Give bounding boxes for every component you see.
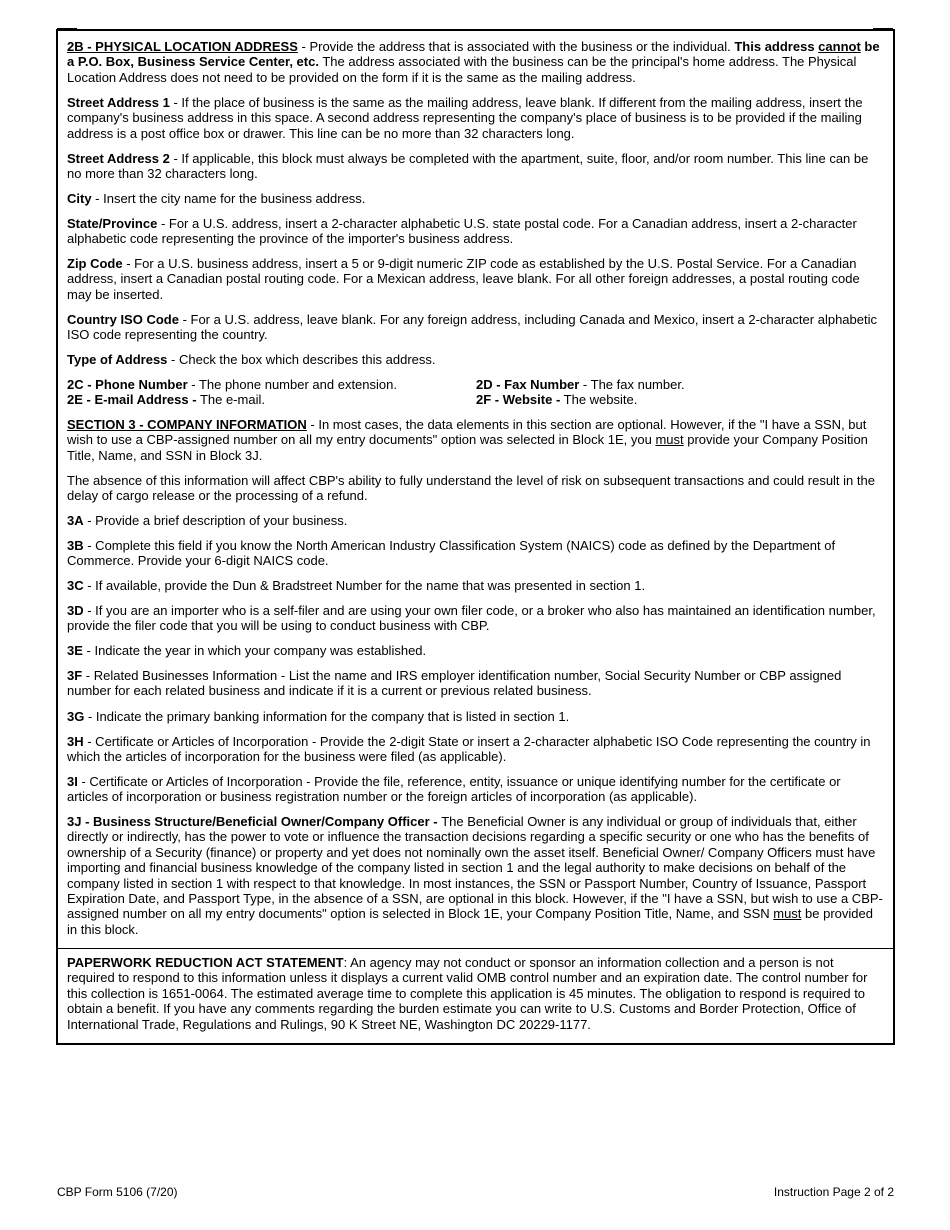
block-2b-label: 2B - PHYSICAL LOCATION ADDRESS — [67, 39, 298, 54]
block-3a: 3A - Provide a brief description of your business. — [67, 513, 348, 528]
city: City - Insert the city name for the business address. — [67, 191, 366, 206]
section-3-company-information: SECTION 3 - COMPANY INFORMATION - In most cases, the data elements in this section are optional. However, if the "I have a SSN, but wish to use a CBP-assigned number on all my entry documents" option was selected in Block 1E, you must provide your Company Position Title, Name, and SSN in Block 3J. — [67, 417, 868, 463]
state-province: State/Province - For a U.S. address, insert a 2-character alphabetic U.S. state postal code. For a Canadian address, insert a 2-character alphabetic code representing the province of the importer's business address. — [67, 216, 857, 247]
block-2b: 2B - PHYSICAL LOCATION ADDRESS - Provide the address that is associated with the business or the individual. This address cannot be a P.O. Box, Business Service Center, etc. The address associated with the business can be the principal's home address. The Physical Location Address does not need to be provided on the form if it is the same as the mailing address. — [67, 39, 880, 85]
block-3j: 3J - Business Structure/Beneficial Owner/Company Officer - The Beneficial Owner is any individual or group of individuals that, either directly or indirectly, has the power to vote or influence the transaction decisions regarding a specific security or one who has the benefits of ownership of a Security (finance) or property and yet does not nominally own the asset itself. Beneficial Owner/ Company Officers must have importing and financial business knowledge of the company listed in section 1 and the legal authority to make decisions on behalf of the company listed in section 1 with respect to that knowledge. In most instances, the SSN or Passport Number, Country of Issuance, Passport Expiration Date, and Passport Type, in the absence of a SSN, are optional in this block. However, if the "I have a SSN, but wish to use a CBP-assigned number on all my entry documents" option is selected in Block 1E, your Company Position Title, Name, and SSN must be provided in this block. — [67, 814, 883, 937]
paperwork-reduction-act-statement: PAPERWORK REDUCTION ACT STATEMENT: An agency may not conduct or sponsor an information collection and a person is not required to respond to this information unless it displays a current valid OMB control number and an expiration date. The control number for this collection is 1651-0064. The estimated average time to complete this application is 45 minutes. The obligation to respond is required to obtain a benefit. If you have any comments regarding the burden estimate you can write to U.S. Customs and Border Protection, Office of International Trade, Regulations and Rulings, 90 K Street NE, Washington DC 20229-1177. — [67, 955, 868, 1032]
country-iso-code: Country ISO Code - For a U.S. address, leave blank. For any foreign address, including Canada and Mexico, insert a 2-character alphabetic ISO code representing the country. — [67, 312, 877, 343]
absence-statement: The absence of this information will affect CBP's ability to fully understand the level of risk on subsequent transactions and could result in the delay of cargo release or the processing of a refund. — [67, 473, 875, 504]
block-3d: 3D - If you are an importer who is a self-filer and are using your own filer code, or a broker who also has maintained an identification number, provide the filer code that you will be using to conduct business with CBP. — [67, 603, 876, 634]
block-2c: 2C - Phone Number - The phone number and extension. — [67, 377, 397, 392]
block-3e: 3E - Indicate the year in which your company was established. — [67, 643, 427, 658]
block-3f: 3F - Related Businesses Information - List the name and IRS employer identification number, Social Security Number or CBP assigned number for each related business and indicate if it is a current or previous related business. — [67, 668, 842, 699]
zip-code: Zip Code - For a U.S. business address, insert a 5 or 9-digit numeric ZIP code as established by the U.S. Postal Service. For a Canadian address, insert a Canadian postal routing code. For a Mexican address, leave blank. For all other foreign addresses, a postal routing code may be inserted. — [67, 256, 860, 302]
page-number: Instruction Page 2 of 2 — [773, 1185, 894, 1199]
block-2d: 2D - Fax Number - The fax number. — [476, 377, 685, 392]
block-2e: 2E - E-mail Address - The e-mail. — [67, 392, 265, 408]
block-3c: 3C - If available, provide the Dun & Bradstreet Number for the name that was presented in section 1. — [67, 578, 646, 593]
instructions-box — [56, 29, 895, 1045]
block-3i: 3I - Certificate or Articles of Incorporation - Provide the file, reference, entity, issuance or unique identifying number for the certificate or articles of incorporation or business registration number or the foreign articles of incorporation (as applicable). — [67, 774, 841, 805]
street-address-1: Street Address 1 - If the place of business is the same as the mailing address, leave blank. If different from the mailing address, insert the company's business address in this space. A second address representing the company's place of business is to be provided if the mailing address is a post office box or drawer. This line can be no more than 32 characters long. — [67, 95, 863, 141]
block-3g: 3G - Indicate the primary banking information for the company that is listed in section 1. — [67, 709, 570, 724]
form-number: CBP Form 5106 (7/20) — [57, 1185, 178, 1199]
street-address-2: Street Address 2 - If applicable, this block must always be completed with the apartment, suite, floor, and/or room number. This line can be no more than 32 characters long. — [67, 151, 869, 182]
section-divider — [58, 948, 893, 949]
blocks-2c-2f — [67, 377, 884, 408]
block-2f: 2F - Website - The website. — [476, 392, 638, 408]
block-3b: 3B - Complete this field if you know the North American Industry Classification System (NAICS) code as defined by the Department of Commerce. Provide your 6-digit NAICS code. — [67, 538, 836, 569]
block-3h: 3H - Certificate or Articles of Incorporation - Provide the 2-digit State or insert a 2-character alphabetic ISO Code representing the country in which the articles of incorporation for the business were filed (as applicable). — [67, 734, 871, 765]
type-of-address: Type of Address - Check the box which describes this address. — [67, 352, 436, 367]
